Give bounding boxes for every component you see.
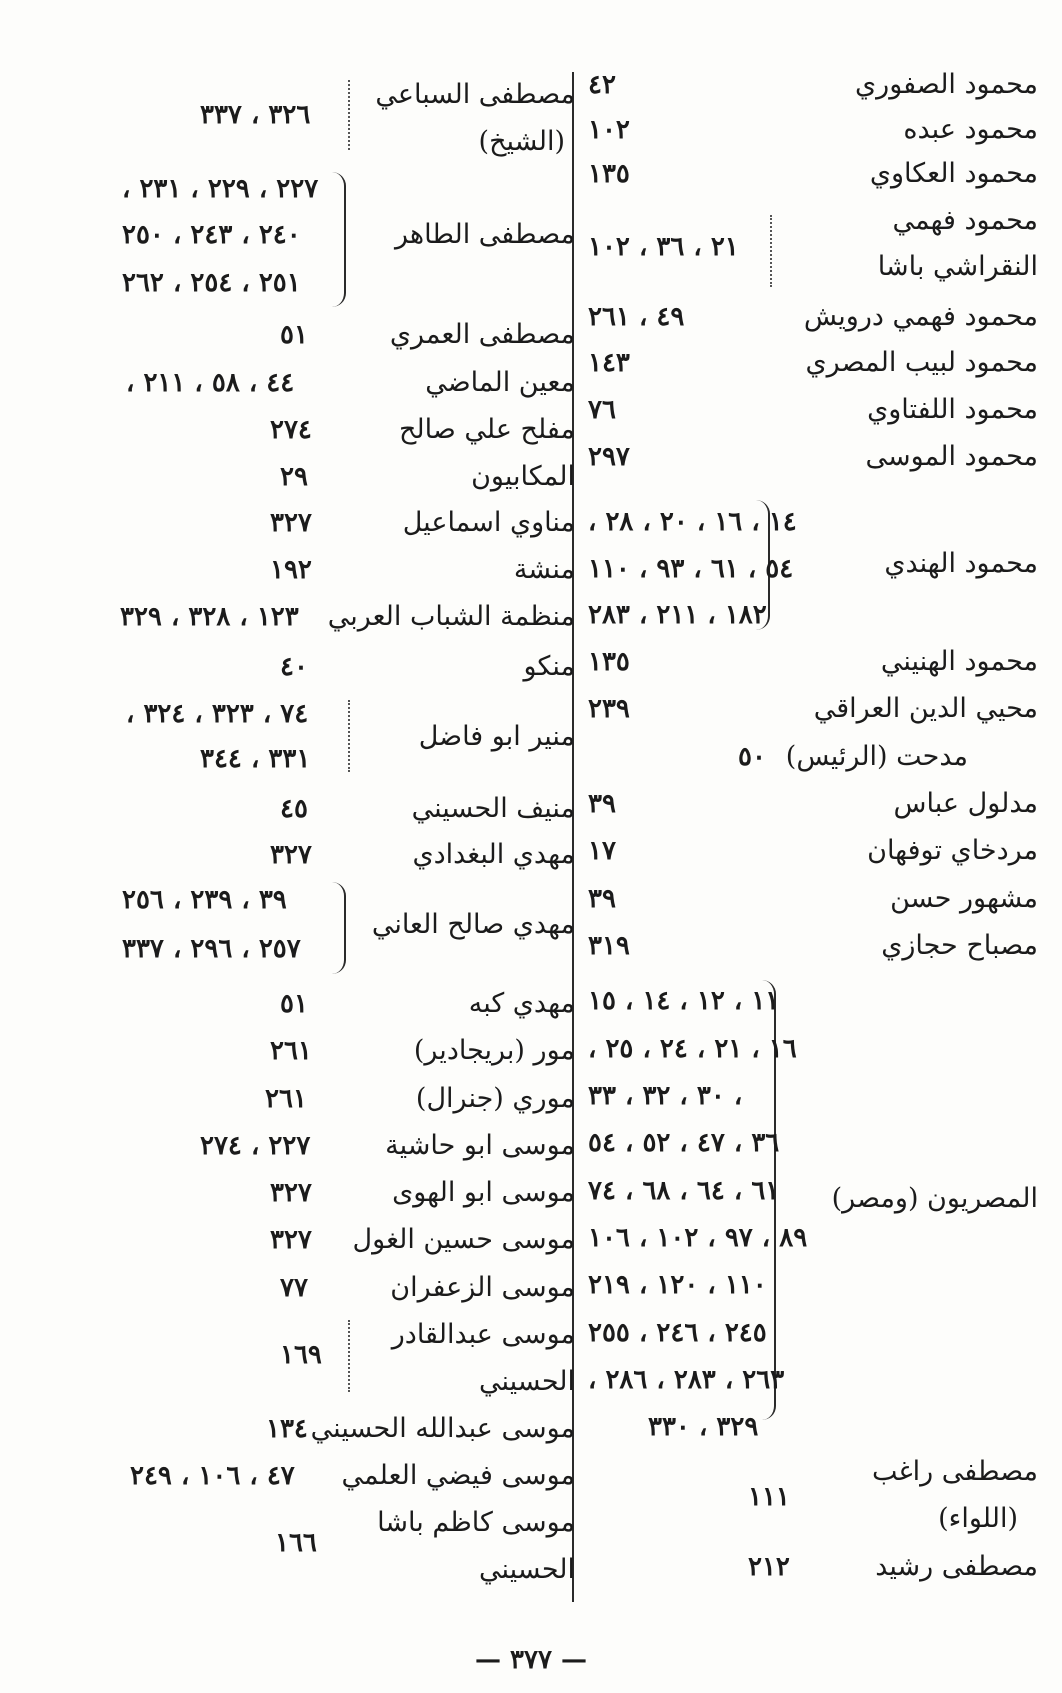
entry-name: مصطفى الطاهر: [394, 219, 575, 250]
entry-pages: ١٣٥: [588, 647, 630, 677]
entry-pages: ١٤ ، ١٦ ، ٢٠ ، ٢٨ ،: [588, 507, 797, 537]
entry-name: منيف الحسيني: [411, 793, 575, 824]
entry-pages: ٨٩ ، ٩٧ ، ١٠٢ ، ١٠٦: [588, 1223, 808, 1253]
entry-pages: ١٨٢ ، ٢١١ ، ٢٨٣: [588, 600, 767, 630]
entry-name: موسى عبدالقادر: [391, 1319, 575, 1350]
entry-pages: ٢٣٩: [588, 694, 630, 724]
entry-name: موسى ابو الهوى: [392, 1177, 575, 1208]
entry-pages: ٣٩ ، ٢٣٩ ، ٢٥٦: [122, 885, 287, 915]
entry-name: (اللواء): [938, 1503, 1018, 1534]
entry-pages: ٣٢٧: [270, 840, 312, 870]
entry-pages: ٦١ ، ٦٤ ، ٦٨ ، ٧٤: [588, 1176, 780, 1206]
entry-name: محمود الهنيني: [880, 646, 1038, 677]
entry-name: محمود فهمي: [892, 205, 1038, 236]
entry-name: محمود الصفوري: [855, 69, 1038, 100]
entry-name: منشة: [513, 554, 575, 585]
entry-name: محمود لبيب المصري: [805, 347, 1038, 378]
entry-name: مشهور حسن: [890, 883, 1038, 914]
entry-pages: ٢١ ، ٣٦ ، ١٠٢: [588, 232, 739, 262]
entry-name: محمود العكاوي: [869, 158, 1038, 189]
dotted-separator: [348, 80, 350, 150]
entry-pages: ١٦ ، ٢١ ، ٢٤ ، ٢٥ ،: [588, 1034, 797, 1064]
brace: [332, 172, 346, 307]
dotted-separator: [348, 1320, 350, 1392]
entry-pages: ٢٤٥ ، ٢٤٦ ، ٢٥٥: [588, 1318, 767, 1348]
entry-name: مصطفى رشيد: [875, 1551, 1038, 1582]
entry-pages: ٢٦٣ ، ٢٨٣ ، ٢٨٦ ،: [588, 1365, 785, 1395]
entry-pages: ٥٠: [738, 742, 766, 772]
entry-pages: ٢٧٤: [270, 415, 312, 445]
entry-name: منير ابو فاضل: [418, 721, 575, 752]
dotted-separator: [770, 215, 772, 287]
entry-name: محمود اللفتاوي: [867, 394, 1038, 425]
entry-name: موسى فيضي العلمي: [341, 1460, 575, 1491]
entry-pages: ٢٦١: [265, 1084, 307, 1114]
entry-pages: ، ٣٠ ، ٣٢ ، ٣٣: [588, 1081, 743, 1111]
entry-pages: ١٦٦: [275, 1528, 317, 1558]
entry-pages: ١٣٥: [588, 159, 630, 189]
entry-pages: ١٩٢: [270, 555, 312, 585]
entry-pages: ٤٠: [280, 652, 308, 682]
entry-pages: ١١١: [748, 1482, 790, 1512]
dotted-separator: [348, 700, 350, 772]
entry-pages: ٢٩: [280, 462, 308, 492]
brace: [332, 882, 346, 974]
entry-pages: ٣٢٧: [270, 1225, 312, 1255]
entry-name: مور (بريجادير): [413, 1035, 575, 1066]
entry-pages: ٣٢٧: [270, 1178, 312, 1208]
page-number: — ٣٧٧ —: [474, 1645, 588, 1675]
entry-name: موسى كاظم باشا: [377, 1507, 575, 1538]
entry-name: مفلح علي صالح: [398, 414, 575, 445]
entry-pages: ٥٤ ، ٦١ ، ٩٣ ، ١١٠: [588, 554, 794, 584]
entry-pages: ١٣٤: [266, 1414, 308, 1444]
entry-pages: ٢٤٠ ، ٢٤٣ ، ٢٥٠: [122, 220, 301, 250]
entry-pages: ٢٢٧ ، ٢٢٩ ، ٢٣١ ،: [122, 174, 319, 204]
entry-name: مصطفى العمري: [389, 319, 575, 350]
entry-name: الحسيني: [478, 1554, 575, 1585]
entry-pages: ٢١٢: [748, 1552, 790, 1582]
entry-pages: ٤٩ ، ٢٦١: [588, 302, 685, 332]
entry-name: النقراشي باشا: [877, 251, 1038, 282]
entry-pages: ١١ ، ١٢ ، ١٤ ، ١٥: [588, 986, 780, 1016]
entry-name: المصريون (ومصر): [831, 1183, 1038, 1214]
entry-pages: ٧٤ ، ٣٢٣ ، ٣٢٤ ،: [126, 699, 309, 729]
entry-name: محمود فهمي درويش: [803, 301, 1038, 332]
entry-pages: ٣١٩: [588, 931, 630, 961]
entry-name: موسى الزعفران: [390, 1272, 575, 1303]
entry-name: مردخاي توفهان: [867, 835, 1038, 866]
entry-name: مناوي اسماعيل: [402, 507, 575, 538]
entry-pages: ٢٥١ ، ٢٥٤ ، ٢٦٢: [122, 268, 301, 298]
entry-name: مهدي صالح العاني: [371, 909, 575, 940]
entry-name: الحسيني: [478, 1366, 575, 1397]
entry-pages: ١٧: [588, 836, 616, 866]
entry-name: مدلول عباس: [893, 788, 1038, 819]
entry-pages: ٣٢٧: [270, 508, 312, 538]
entry-pages: ٣٩: [588, 789, 616, 819]
entry-pages: ٥١: [280, 320, 308, 350]
entry-name: (الشيخ): [478, 126, 565, 157]
entry-pages: ٤٤ ، ٥٨ ، ٢١١ ،: [126, 368, 295, 398]
entry-name: محمود الموسى: [865, 441, 1038, 472]
entry-pages: ٧٧: [280, 1273, 308, 1303]
entry-pages: ٣٩: [588, 884, 616, 914]
entry-name: معين الماضي: [425, 367, 575, 398]
entry-name: محمود الهندي: [884, 548, 1038, 579]
entry-pages: ١١٠ ، ١٢٠ ، ٢١٩: [588, 1270, 767, 1300]
entry-pages: ٢٢٧ ، ٢٧٤: [200, 1131, 311, 1161]
entry-name: مهدي البغدادي: [412, 839, 575, 870]
entry-name: موسى ابو حاشية: [385, 1130, 575, 1161]
entry-name: محمود عبده: [903, 114, 1038, 145]
entry-name: محيي الدين العراقي: [813, 693, 1038, 724]
entry-pages: ٤٧ ، ١٠٦ ، ٢٤٩: [130, 1461, 295, 1491]
entry-pages: ١٤٣: [588, 348, 630, 378]
entry-pages: ٤٥: [280, 794, 308, 824]
entry-pages: ٣٢٩ ، ٣٣٠: [648, 1412, 759, 1442]
entry-pages: ٢٩٧: [588, 442, 630, 472]
entry-name: مهدي كبه: [468, 988, 575, 1019]
entry-pages: ٢٥٧ ، ٢٩٦ ، ٣٣٧: [122, 934, 301, 964]
entry-name: مصطفى السباعي: [375, 79, 575, 110]
entry-pages: ٥١: [280, 989, 308, 1019]
entry-pages: ٧٦: [588, 395, 616, 425]
entry-pages: ١٦٩: [280, 1340, 322, 1370]
entry-name: موسى حسين الغول: [352, 1224, 575, 1255]
entry-pages: ٣٦ ، ٤٧ ، ٥٢ ، ٥٤: [588, 1128, 780, 1158]
entry-name: منكو: [523, 651, 575, 682]
entry-pages: ٢٦١: [270, 1036, 312, 1066]
entry-name: مصباح حجازي: [881, 930, 1038, 961]
entry-name: موري (جنرال): [415, 1083, 575, 1114]
entry-pages: ١٠٢: [588, 115, 630, 145]
entry-name: موسى عبدالله الحسيني: [310, 1413, 575, 1444]
entry-name: مدحت (الرئيس): [785, 741, 968, 772]
right-column: [578, 0, 1038, 1693]
entry-pages: ٣٢٦ ، ٣٣٧: [200, 100, 311, 130]
entry-name: منظمة الشباب العربي: [327, 601, 575, 632]
entry-name: مصطفى راغب: [872, 1456, 1038, 1487]
left-column: [80, 0, 575, 1693]
entry-pages: ٣٣١ ، ٣٤٤: [200, 744, 311, 774]
entry-pages: ١٢٣ ، ٣٢٨ ، ٣٢٩: [120, 602, 299, 632]
entry-pages: ٤٢: [588, 70, 616, 100]
entry-name: المكابيون: [471, 461, 575, 492]
